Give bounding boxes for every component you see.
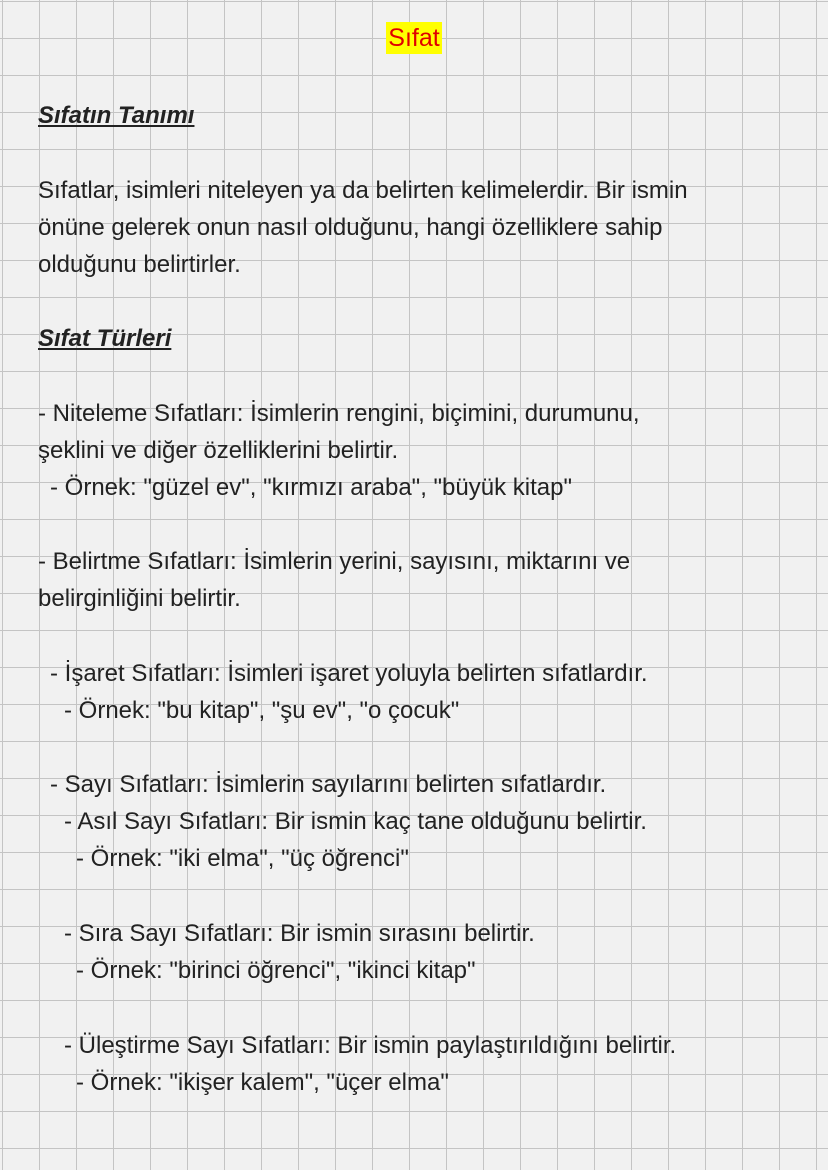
heading-types: Sıfat Türleri [38, 325, 172, 352]
ulestirme-line: - Üleştirme Sayı Sıfatları: Bir ismin paylaştırıldığını belirtir. [64, 1032, 677, 1059]
belirtme-line-1: - Belirtme Sıfatları: İsimlerin yerini, sayısını, miktarını ve [38, 548, 631, 575]
page-title-container [0, 24, 828, 53]
niteleme-example: - Örnek: "güzel ev", "kırmızı araba", "büyük kitap" [50, 474, 572, 501]
isaret-example: - Örnek: "bu kitap", "şu ev", "o çocuk" [64, 697, 460, 724]
ulestirme-example: - Örnek: "ikişer kalem", "üçer elma" [76, 1069, 449, 1096]
page-title: Sıfat [388, 24, 440, 52]
asil-example: - Örnek: "iki elma", "üç öğrenci" [76, 845, 409, 872]
sayi-line: - Sayı Sıfatları: İsimlerin sayılarını belirten sıfatlardır. [50, 771, 607, 798]
sira-example: - Örnek: "birinci öğrenci", "ikinci kitap" [76, 957, 476, 984]
niteleme-line-1: - Niteleme Sıfatları: İsimlerin rengini, biçimini, durumunu, [38, 400, 640, 427]
belirtme-line-2: belirginliğini belirtir. [38, 585, 241, 612]
sira-line: - Sıra Sayı Sıfatları: Bir ismin sırasını belirtir. [64, 920, 535, 947]
asil-line: - Asıl Sayı Sıfatları: Bir ismin kaç tane olduğunu belirtir. [64, 808, 647, 835]
isaret-line: - İşaret Sıfatları: İsimleri işaret yoluyla belirten sıfatlardır. [50, 660, 648, 687]
definition-line-3: olduğunu belirtirler. [38, 251, 241, 278]
definition-line-1: Sıfatlar, isimleri niteleyen ya da belirten kelimelerdir. Bir ismin [38, 177, 688, 204]
heading-definition: Sıfatın Tanımı [38, 102, 195, 129]
niteleme-line-2: şeklini ve diğer özelliklerini belirtir. [38, 437, 399, 464]
definition-line-2: önüne gelerek onun nasıl olduğunu, hangi özelliklere sahip [38, 214, 663, 241]
